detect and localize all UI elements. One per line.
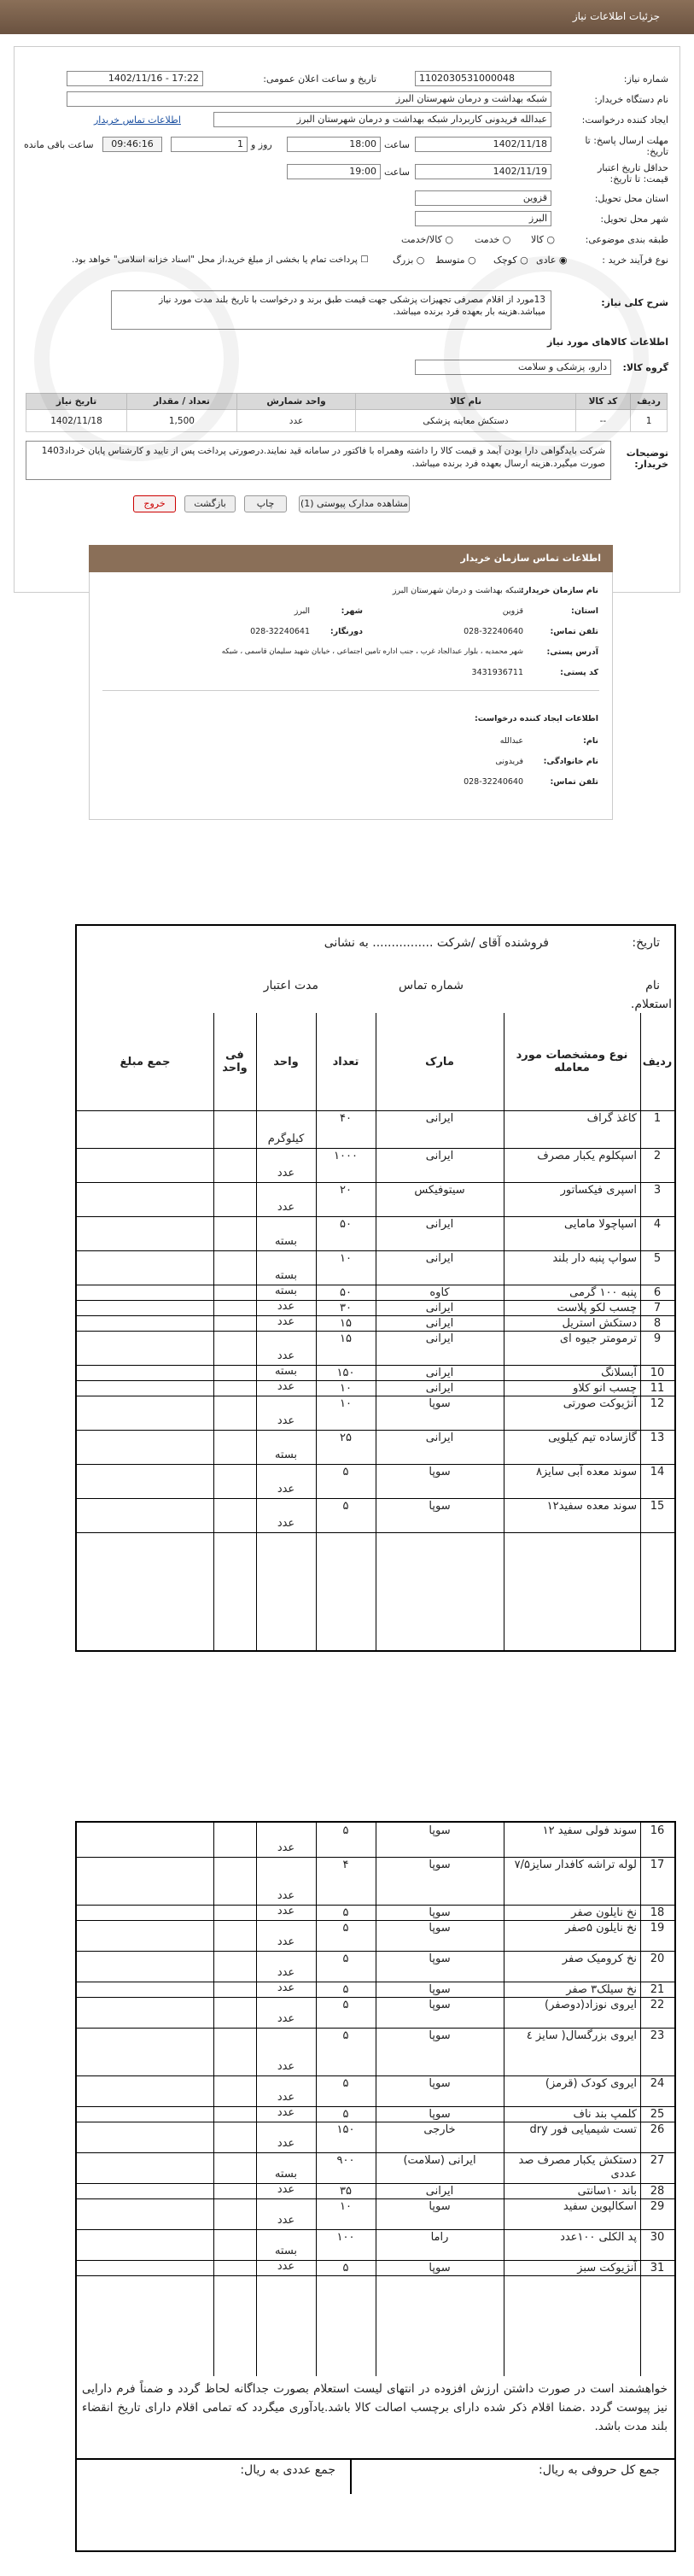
validity-time-field: 19:00 (287, 164, 381, 179)
sheet-item-unit: بسته (274, 1285, 298, 1297)
grid-row-line (77, 2275, 674, 2276)
sheet-item-qty: ۲۵ (340, 1431, 352, 1444)
sheet-seller-line: فروشنده آقای /شرکت ................ به نشانی (324, 936, 549, 950)
sheet-row-number: 28 (650, 2185, 665, 2198)
sheet-item-brand: سوپا (429, 2262, 451, 2274)
sheet-validity: مدت اعتبار (263, 979, 318, 992)
card-city-label: شهر: (341, 606, 363, 616)
sheet-end: استعلام. (630, 998, 672, 1011)
sheet-item-unit: عدد (277, 1841, 295, 1854)
sheet-item-qty: ۱۰ (340, 1252, 352, 1265)
sheet-item-brand: ایرانی (425, 1112, 454, 1125)
group-label: گروه کالا: (622, 362, 668, 373)
col-unit: واحد شمارش (236, 394, 355, 410)
sheet-item-brand: ایرانی (425, 1431, 454, 1444)
sheet-item-unit: عدد (277, 1935, 295, 1948)
sheet-row-number: 17 (650, 1859, 665, 1871)
sheet-date: تاریخ: (632, 936, 660, 950)
sheet-item-unit: عدد (277, 1966, 295, 1979)
sheet-item-brand: سوپا (429, 2200, 451, 2213)
sheet-item-qty: ۵ (342, 2029, 349, 2042)
deadline-date-field: 1402/11/18 (415, 137, 551, 152)
remaining-label: ساعت باقی مانده (24, 139, 94, 150)
sheet-tel: شماره تماس (399, 979, 464, 992)
sheet-item-brand: سیتوفیکس (414, 1184, 465, 1197)
sheet-header-cell: جمع مبلغ (120, 1055, 171, 1068)
sheet-item-qty: ۱۵۰ (336, 2123, 355, 2136)
sheet-row-number: 21 (650, 1983, 665, 1996)
sheet-item-unit: عدد (277, 1889, 295, 1902)
sheet-item-qty: ۵ (342, 2108, 349, 2121)
sheet-sum-digits: جمع عددی به ریال: (240, 2463, 335, 2477)
sheet-item-unit: عدد (277, 1315, 295, 1328)
sheet-item-desc: کلمپ بند ناف (573, 2108, 637, 2121)
sheet-row-number: 10 (650, 1367, 665, 1379)
sheet-row-number: 19 (650, 1922, 665, 1935)
page-header-bar (0, 0, 694, 34)
card-fax-label: دورنگار: (330, 627, 363, 636)
sheet-item-brand: راما (430, 2231, 449, 2244)
sheet-row-number: 1 (653, 1112, 662, 1125)
quote-grid-page-2 (77, 1823, 674, 2376)
sheet-item-desc: اسپاچولا مامایی (564, 1218, 637, 1231)
col-date: تاریخ نیاز (26, 394, 127, 410)
sheet-header-cell: فی واحد (222, 1049, 248, 1074)
sheet-item-qty: ۵ (342, 1952, 349, 1965)
summary-label: شرح کلی نیاز: (601, 297, 668, 308)
sheet-item-qty: ۵ (342, 1824, 349, 1837)
sheet-item-qty: ۲۰ (340, 1184, 352, 1197)
buyer-field: شبکه بهداشت و درمان شهرستان البرز (67, 91, 551, 107)
deadline-label: مهلت ارسال پاسخ: تا تاریخ: (585, 135, 668, 157)
creator-name-label: نام: (583, 736, 598, 746)
page-title: جزئیات اطلاعات نیاز (572, 10, 660, 22)
card-address: شهر محمدیه ، بلوار عبدالجاد غرب ، جنب اداره تامین اجتماعی ، خیابان شهید سلیمان قاسمی ، شبکه (221, 647, 523, 656)
sheet-item-qty: ۴۰ (340, 1112, 352, 1125)
watermark (444, 256, 649, 461)
sheet-row-number: 23 (650, 2029, 665, 2042)
sheet-item-brand: سوپا (429, 2108, 451, 2121)
sheet-item-desc: ایروی نوزاد(دوصفر) (545, 1999, 637, 2011)
type-option-3[interactable]: ○ کالا/خدمت (401, 234, 453, 245)
sheet-row-number: 27 (650, 2154, 665, 2167)
sheet-item-unit: عدد (277, 2060, 295, 2073)
sheet-item-unit: عدد (277, 1167, 295, 1180)
process-label: نوع فرآیند خرید : (602, 255, 668, 266)
sheet-row-number: 30 (650, 2231, 665, 2244)
exit-button[interactable]: خروج (133, 495, 176, 512)
sheet-item-brand: ایرانی (425, 1302, 454, 1314)
card-phone-label: تلفن تماس: (550, 627, 598, 636)
creator-info-title: اطلاعات ایجاد کننده درخواست: (474, 714, 598, 723)
sheet-row-number: 29 (650, 2200, 665, 2213)
sheet-item-qty: ۱۰ (340, 1397, 352, 1410)
sheet-item-brand: ایرانی (425, 1252, 454, 1265)
quote-grid-page-1 (77, 1013, 674, 1652)
deadline-time-field: 18:00 (287, 137, 381, 152)
sheet-name: نام (645, 979, 660, 992)
card-province: قزوین (502, 606, 523, 616)
sheet-item-desc: ایروی بزرگسال( سایز ٤ (526, 2029, 637, 2042)
sheet-item-desc: سوند معده آبی سایز۸ (535, 1466, 637, 1478)
sheet-item-brand: سوپا (429, 1500, 451, 1513)
sheet-item-desc: چسب انو کلاو (573, 1382, 637, 1395)
sheet-item-desc: کاغذ گراف (586, 1112, 637, 1125)
sheet-item-unit: عدد (277, 1349, 295, 1362)
group-field: دارو، پزشکی و سلامت (415, 360, 611, 375)
card-phone: 028-32240640 (464, 627, 523, 636)
creator-name: عبدالله (499, 736, 523, 746)
sheet-item-brand: سوپا (429, 1824, 451, 1837)
goods-heading: اطلاعات کالاهای مورد نیاز (547, 337, 668, 348)
sheet-item-brand: سوپا (429, 1466, 451, 1478)
remaining-time-field: 09:46:16 (102, 137, 162, 152)
sheet-header-cell: نوع ومشخصات مورد معامله (516, 1049, 628, 1074)
sheet-row-number: 14 (650, 1466, 665, 1478)
card-postal-label: کد پستی: (560, 668, 598, 677)
sheet-item-qty: ۵ (342, 1466, 349, 1478)
sheet-item-qty: ۵ (342, 1983, 349, 1996)
sheet-item-unit: عدد (277, 1517, 295, 1530)
sheet-item-unit: عدد (277, 1414, 295, 1427)
sheet-item-desc: سوند معده سفید۱۲ (546, 1500, 637, 1513)
sheet-item-desc: تست شیمیایی فور dry (529, 2123, 637, 2136)
sheet-item-brand: سوپا (429, 1922, 451, 1935)
size-option-large[interactable]: ○ بزرگ (393, 255, 425, 266)
card-postal: 3431936711 (471, 668, 523, 677)
sheet-item-qty: ۱۰ (340, 1382, 352, 1395)
validity-date-field: 1402/11/19 (415, 164, 551, 179)
sheet-footer-note: خواهشمند است در صورت داشتن ارزش افزوده در انتهای لیست استعلام بصورت جداگانه لحاظ گردد و ضمناً فرم دارایی نیز پیوست گردد .ضمنا اقلام ذکر شده دارای برچسب اصالت کالا باشد.یادآوری میگردد که تمامی اقلام دارای تاریخ انقضاء بلند مدت باشد. (82, 2382, 668, 2433)
sheet-row-number: 13 (650, 1431, 665, 1444)
sheet-item-brand: ایرانی (425, 1150, 454, 1162)
sheet-item-qty: ۴ (342, 1859, 349, 1871)
sheet-row-number: 6 (653, 1286, 662, 1299)
sheet-row-number: 7 (653, 1302, 662, 1314)
sheet-item-qty: ۱۵ (340, 1317, 352, 1330)
sheet-item-brand: سوپا (429, 1983, 451, 1996)
sheet-item-brand: ایرانی (425, 1367, 454, 1379)
sheet-item-unit: عدد (277, 2183, 295, 2196)
sheet-item-qty: ۵ (342, 1922, 349, 1935)
city-label: شهر محل تحویل: (600, 214, 668, 225)
validity-time-label: ساعت (384, 167, 410, 178)
sheet-item-desc: باند ۱۰سانتی (577, 2185, 637, 2198)
card-divider (102, 690, 599, 691)
sheet-item-unit: عدد (277, 1300, 295, 1313)
summary-field: 13مورد از اقلام مصرفی تجهیزات پزشکی جهت قیمت طبق برند و درخواست با تاریخ بلند مدت مورد نیاز میباشد.هزینه بار بعهده فرد برنده میباشد. (111, 290, 551, 330)
grid-row-line (77, 1532, 674, 1533)
buyer-contact-link[interactable]: اطلاعات تماس خریدار (94, 114, 181, 126)
sheet-header-cell: تعداد (332, 1055, 359, 1068)
sheet-item-unit: عدد (277, 1982, 295, 1994)
sheet-item-brand: سوپا (429, 1397, 451, 1410)
col-name: نام کالا (356, 394, 575, 410)
sheet-item-desc: ایروی کودک (قرمز) (545, 2077, 637, 2090)
sheet-row-number: 16 (650, 1824, 665, 1837)
sheet-item-desc: دستکش استریل (562, 1317, 637, 1330)
sheet-row-number: 11 (650, 1382, 665, 1395)
sheet-item-desc: سوند فولی سفید ۱۲ (542, 1824, 637, 1837)
sheet-item-desc: ترمومتر جیوه ای (559, 1332, 637, 1345)
buyer-label: نام دستگاه خریدار: (594, 94, 668, 105)
sheet-header-cell: مارک (425, 1055, 454, 1068)
sheet-row-number: 22 (650, 1999, 665, 2011)
sheet-item-desc: آنژیوکت صورتی (563, 1397, 637, 1410)
sheet-item-qty: ۵۰ (340, 1286, 352, 1299)
sheet-header-cell: واحد (273, 1055, 299, 1068)
sheet-sum-sep (350, 2460, 352, 2494)
col-qty: تعداد / مقدار (127, 394, 237, 410)
need-number-label: شماره نیاز: (623, 73, 668, 85)
sheet-item-desc: اسکالپوین سفید (563, 2200, 637, 2213)
org-value: شبکه بهداشت و درمان شهرستان البرز (392, 586, 523, 595)
card-address-label: آدرس پستی: (546, 647, 598, 657)
sheet-item-desc: لوله تراشه کافدار سایز۷/۵ (514, 1859, 637, 1871)
sheet-item-qty: ۵ (342, 1999, 349, 2011)
sheet-row-number: 18 (650, 1906, 665, 1919)
sheet-item-brand: سوپا (429, 1999, 451, 2011)
view-docs-button[interactable]: مشاهده مدارک پیوستی (1) (299, 495, 410, 512)
sheet-item-unit: بسته (274, 2245, 298, 2257)
sheet-item-desc: دستکش یکبار مصرف صد عددی (518, 2154, 637, 2181)
sheet-item-qty: ۵ (342, 2262, 349, 2274)
sheet-item-desc: چسب لکو پلاست (557, 1302, 637, 1314)
announce-label: تاریخ و ساعت اعلان عمومی: (263, 73, 376, 85)
sheet-item-unit: عدد (277, 1483, 295, 1496)
announce-field: 1402/11/16 - 17:22 (67, 71, 203, 86)
sheet-item-unit: عدد (277, 1905, 295, 1917)
process-option-medium[interactable]: ○ کوچک (493, 255, 528, 266)
notes-field: شرکت بایدگواهی دارا بودن آیمد و قیمت کالا را داشته وهمراه با فاکتور در سامانه قید نمایند.درصورتی پرداخت پس از تایید و کارشناس پایان خرداد1403 صورت میگیرد.هزینه ارسال بعهده فرد برنده میباشد. (26, 441, 611, 480)
sheet-item-brand: خارجی (423, 2123, 456, 2136)
creator-field: عبدالله فریدونی کاربردار شبکه بهداشت و درمان شهرستان البرز (213, 112, 551, 127)
sheet-item-brand: سوپا (429, 1952, 451, 1965)
sheet-item-qty: ۳۵ (340, 2185, 352, 2198)
sheet-item-desc: نخ نایلون صفر (571, 1906, 637, 1919)
creator-family: فریدونی (495, 757, 523, 766)
classification-label: طبقه بندی موضوعی: (585, 234, 668, 245)
back-button[interactable]: بازگشت (184, 495, 236, 512)
sheet-row-number: 3 (653, 1184, 662, 1197)
sheet-item-brand: سوپا (429, 2077, 451, 2090)
notes-label: توضیحات خریدار: (626, 448, 668, 470)
province-label: استان محل تحویل: (594, 193, 668, 204)
sheet-item-desc: نخ کرومیک صفر (562, 1952, 637, 1965)
sheet-header-cell: ردیف (642, 1055, 673, 1068)
sheet-row-number: 4 (653, 1218, 662, 1231)
validity-label: حداقل تاریخ اعتبار قیمت: تا تاریخ: (597, 162, 668, 184)
city-field: البرز (415, 211, 551, 226)
deadline-time-label: ساعت (384, 139, 410, 150)
card-city: البرز (294, 606, 310, 616)
col-code: کد کالا (575, 394, 630, 410)
sheet-item-brand: کاوه (429, 1286, 450, 1299)
sheet-item-brand: سوپا (429, 2029, 451, 2042)
sheet-item-brand: ایرانی (425, 1382, 454, 1395)
size-option-medium[interactable]: ○ متوسط (435, 255, 476, 266)
sheet-item-unit: بسته (274, 1449, 298, 1461)
sheet-item-unit: عدد (277, 2260, 295, 2273)
type-option-1[interactable]: ○ کالا (531, 234, 555, 245)
sheet-item-unit: بسته (274, 1269, 298, 1282)
creator-phone-label: تلفن تماس: (550, 777, 598, 787)
sheet-item-desc: گازساده تیم کیلویی (548, 1431, 637, 1444)
sheet-item-unit: عدد (277, 2091, 295, 2104)
sheet-row-number: 8 (653, 1317, 662, 1330)
sheet-item-qty: ۵ (342, 1500, 349, 1513)
grid-col-line (213, 1823, 214, 2376)
sheet-row-number: 5 (653, 1252, 662, 1265)
sheet-item-qty: ۵ (342, 1906, 349, 1919)
table-row[interactable]: 1 -- دستکش معاینه پزشکی عدد 1,500 1402/11/18 (26, 410, 668, 432)
creator-phone: 028-32240640 (464, 777, 523, 787)
col-row: ردیف (631, 394, 668, 410)
sheet-item-qty: ۱۰۰ (336, 2231, 355, 2244)
sheet-item-qty: ۳۰ (340, 1302, 352, 1314)
sheet-item-desc: آبسلانگ (601, 1367, 637, 1379)
sheet-item-brand: ایرانی (425, 1317, 454, 1330)
sheet-item-desc: آنژیوکت سبز (577, 2262, 637, 2274)
sheet-sum-words: جمع کل حروفی به ریال: (539, 2463, 660, 2477)
need-number-field: 1102030531000048 (415, 71, 551, 86)
sheet-item-qty: ۱۵ (340, 1332, 352, 1345)
days-label: روز و (251, 139, 272, 150)
buyer-card-title: اطلاعات تماس سازمان خریدار (460, 553, 601, 564)
sheet-item-desc: نخ نایلون ۵صفر (565, 1922, 637, 1935)
sheet-item-desc: پنبه ۱۰۰ گرمی (569, 1286, 637, 1299)
sheet-item-qty: ۱۰۰۰ (334, 1150, 358, 1162)
sheet-item-unit: عدد (277, 1201, 295, 1214)
sheet-item-unit: عدد (277, 2214, 295, 2227)
sheet-item-unit: بسته (274, 2168, 298, 2181)
sheet-item-unit: کیلوگرم (267, 1133, 305, 1145)
sheet-item-unit: بسته (274, 1235, 298, 1248)
sheet-item-brand: ایرانی (425, 2185, 454, 2198)
sheet-item-brand: ایرانی (425, 1332, 454, 1345)
sheet-divider (77, 2458, 674, 2460)
sheet-row-number: 20 (650, 1952, 665, 1965)
process-option-normal[interactable]: ◉ عادی (536, 255, 568, 266)
sheet-item-brand: ایرانی (425, 1218, 454, 1231)
creator-family-label: نام خانوادگی: (543, 757, 598, 766)
treasury-checkbox[interactable]: ☐ پرداخت تمام یا بخشی از مبلغ خرید،از محل "اسناد خزانه اسلامی" خواهد بود. (72, 255, 369, 265)
buyer-card-header (89, 545, 613, 572)
sheet-row-number: 31 (650, 2262, 665, 2274)
card-province-label: استان: (571, 606, 598, 616)
watermark (34, 256, 239, 461)
sheet-item-brand: سوپا (429, 1906, 451, 1919)
sheet-row-number: 25 (650, 2108, 665, 2121)
creator-label: ایجاد کننده درخواست: (581, 114, 668, 126)
sheet-item-desc: سواپ پنبه دار بلند (552, 1252, 637, 1265)
sheet-item-desc: پد الکلی ۱۰۰عدد (560, 2231, 637, 2244)
province-field: قزوین (415, 190, 551, 206)
sheet-row-number: 26 (650, 2123, 665, 2136)
sheet-row-number: 9 (653, 1332, 662, 1345)
sheet-row-number: 12 (650, 1397, 665, 1410)
sheet-item-qty: ۱۵۰ (336, 1367, 355, 1379)
days-field: 1 (171, 137, 248, 152)
sheet-item-unit: بسته (274, 1365, 298, 1378)
sheet-item-qty: ۵۰ (340, 1218, 352, 1231)
sheet-item-desc: اسپکلوم یکبار مصرف (537, 1150, 637, 1162)
sheet-item-qty: ۵ (342, 2077, 349, 2090)
sheet-item-desc: نخ سیلک۳ صفر (566, 1983, 637, 1996)
sheet-item-unit: عدد (277, 1380, 295, 1393)
type-option-2[interactable]: ○ خدمت (475, 234, 511, 245)
sheet-item-brand: ایرانی (سلامت) (403, 2154, 476, 2167)
sheet-item-unit: عدد (277, 2137, 295, 2150)
card-fax: 028-32240641 (250, 627, 310, 636)
sheet-row-number: 15 (650, 1500, 665, 1513)
sheet-item-desc: اسپری فیکساتور (560, 1184, 637, 1197)
sheet-item-unit: عدد (277, 2012, 295, 2025)
sheet-item-brand: سوپا (429, 1859, 451, 1871)
sheet-row-number: 2 (653, 1150, 662, 1162)
print-button[interactable]: چاپ (244, 495, 287, 512)
org-label: نام سازمان خریدار: (521, 586, 598, 595)
sheet-item-qty: ۹۰۰ (336, 2154, 355, 2167)
sheet-row-number: 24 (650, 2077, 665, 2090)
sheet-item-unit: عدد (277, 2106, 295, 2119)
sheet-item-qty: ۱۰ (340, 2200, 352, 2213)
